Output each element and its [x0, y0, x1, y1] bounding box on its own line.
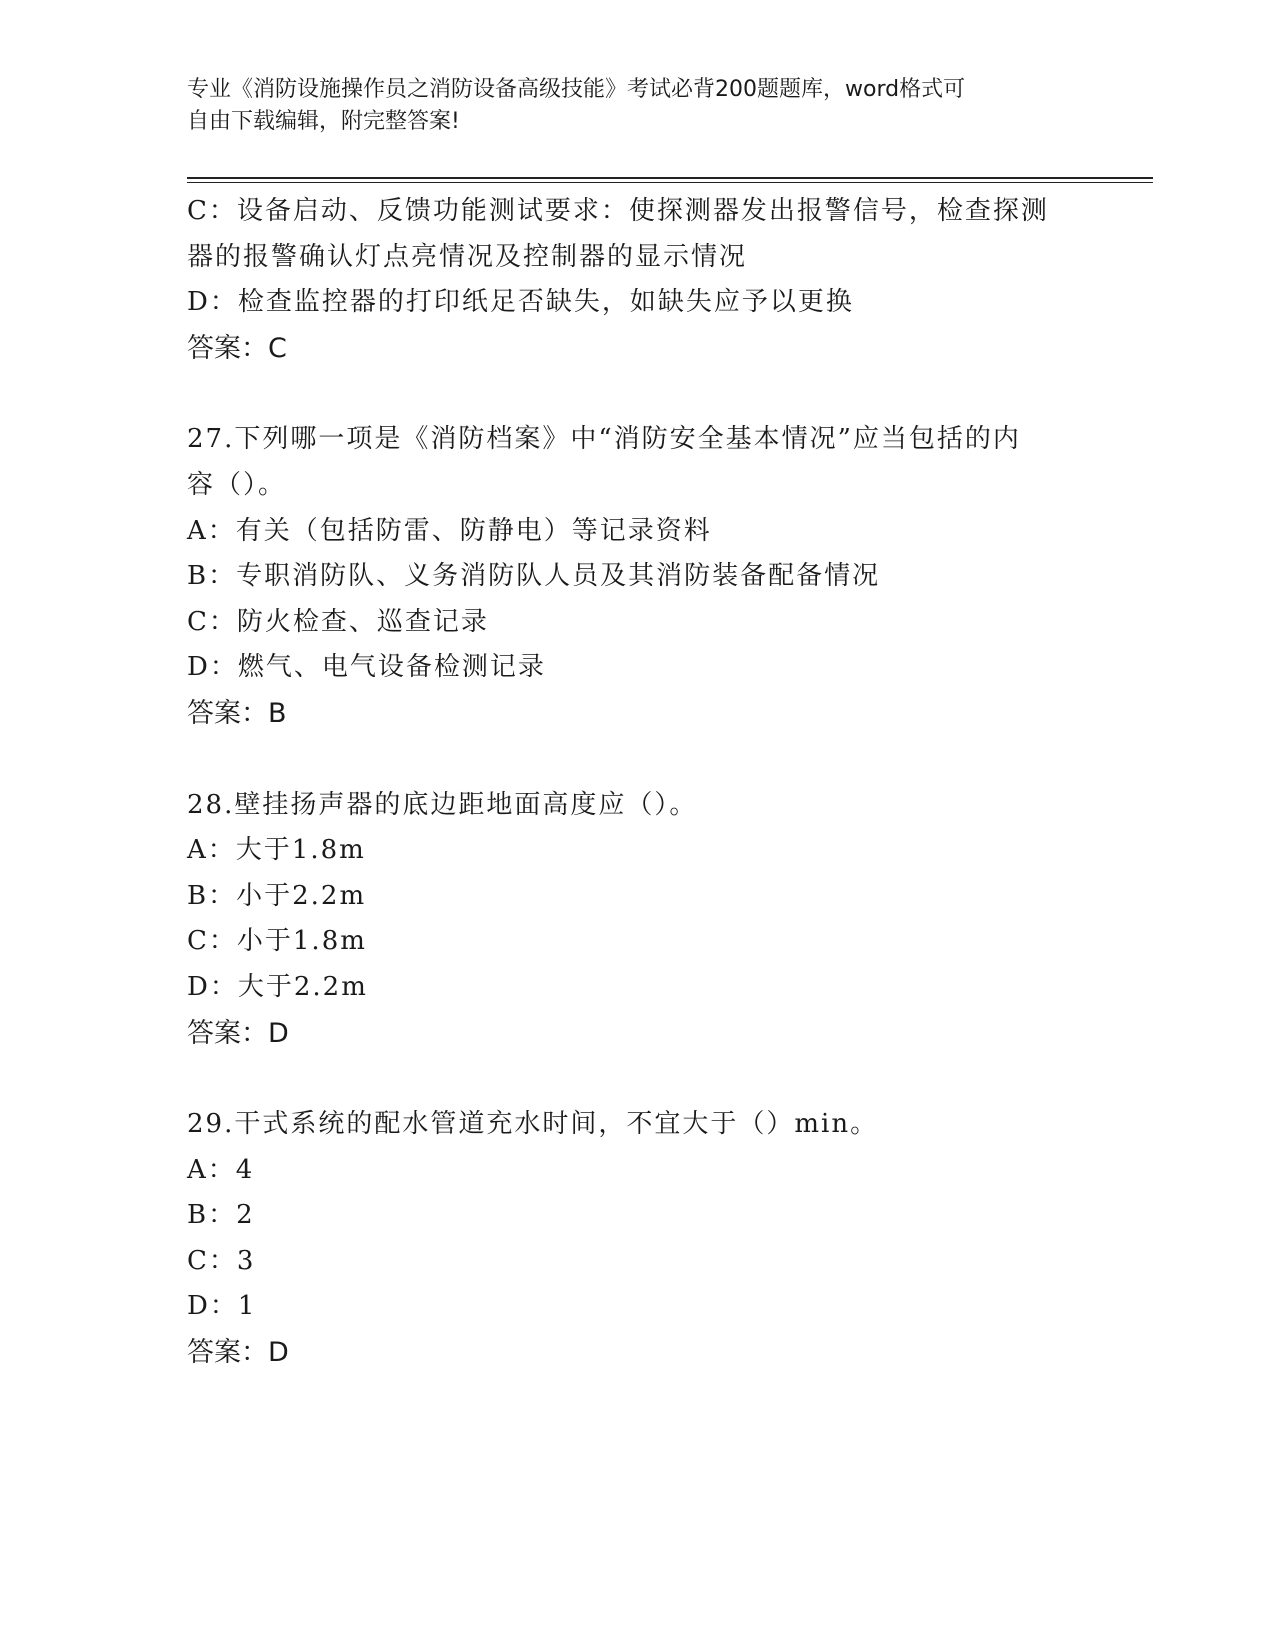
answer-line: 答案：B: [187, 697, 287, 729]
header-title-line-1: 专业《消防设施操作员之消防设备高级技能》考试必背200题题库，word格式可: [187, 77, 966, 102]
header-title-line-2: 自由下载编辑，附完整答案!: [187, 109, 460, 134]
question-gap: [187, 1056, 1107, 1102]
option-c: C：防火检查、巡查记录: [187, 606, 489, 637]
document-header: [187, 74, 1067, 138]
question-stem-line-2: 容（）。: [187, 469, 287, 500]
option-b: B：小于2.2m: [187, 880, 367, 911]
answer-line: 答案：C: [187, 332, 287, 364]
question-stem-line-1: 29.干式系统的配水管道充水时间，不宜大于（）min。: [187, 1109, 879, 1140]
header-divider-thick: [187, 177, 1153, 179]
question-27: [187, 417, 1107, 736]
option-a: A：大于1.8m: [187, 835, 366, 866]
question-29: [187, 1102, 1107, 1376]
option-d: D：大于2.2m: [187, 971, 368, 1002]
option-a: A：4: [187, 1154, 255, 1185]
answer-line: 答案：D: [187, 1017, 289, 1049]
option-c-line-2: 器的报警确认灯点亮情况及控制器的显示情况: [187, 241, 748, 272]
option-b: B：2: [187, 1200, 255, 1231]
option-a: A：有关（包括防雷、防静电）等记录资料: [187, 515, 712, 546]
question-content: [187, 189, 1107, 1376]
question-stem-line-1: 27.下列哪一项是《消防档案》中“消防安全基本情况”应当包括的内: [187, 424, 1021, 455]
option-d: D：1: [187, 1291, 257, 1322]
option-d: D：检查监控器的打印纸足否缺失，如缺失应予以更换: [187, 287, 854, 318]
option-d: D：燃气、电气设备检测记录: [187, 652, 546, 683]
option-b: B：专职消防队、义务消防队人员及其消防装备配备情况: [187, 561, 881, 592]
option-c: C：小于1.8m: [187, 926, 367, 957]
question-gap: [187, 371, 1107, 417]
question-28: [187, 783, 1107, 1057]
header-divider-thin: [187, 182, 1153, 183]
question-stem-line-1: 28.壁挂扬声器的底边距地面高度应（）。: [187, 789, 698, 820]
option-c-line-1: C：设备启动、反馈功能测试要求：使探测器发出报警信号，检查探测: [187, 196, 1049, 226]
option-c: C：3: [187, 1245, 256, 1276]
question-gap: [187, 737, 1107, 783]
previous-question-tail: [187, 189, 1107, 371]
answer-line: 答案：D: [187, 1337, 289, 1369]
